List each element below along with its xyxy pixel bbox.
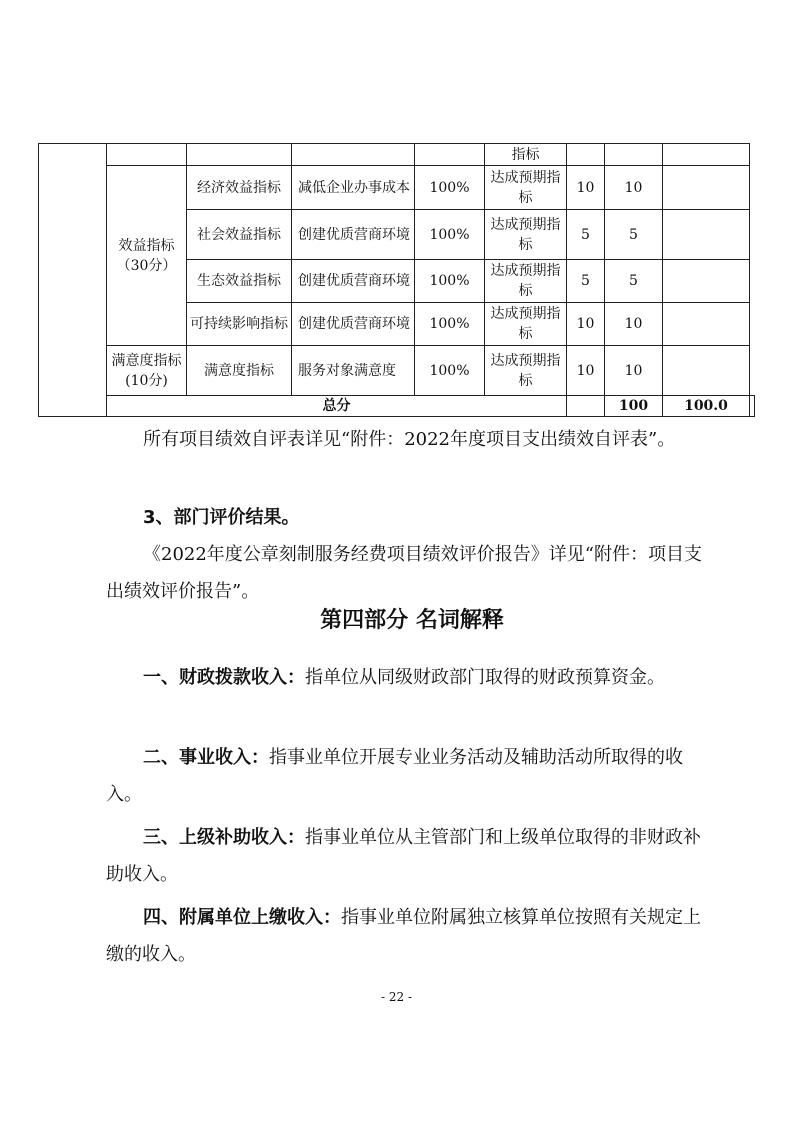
- table-cell: [292, 144, 415, 166]
- table-cell: [663, 210, 750, 260]
- table-row: [39, 166, 755, 210]
- table-cell: 社会效益指标: [187, 210, 292, 260]
- table-row: [39, 144, 755, 166]
- table-cell: 100%: [415, 210, 485, 260]
- table-cell: [39, 144, 107, 417]
- table-cell: 达成预期指标: [485, 210, 567, 260]
- table-cell: [663, 260, 750, 303]
- table-cell: 减低企业办事成本: [292, 166, 415, 210]
- total-weight: 100: [605, 396, 663, 417]
- table-cell: 达成预期指标: [485, 166, 567, 210]
- table-cell: [187, 144, 292, 166]
- table-cell: [750, 396, 755, 417]
- table-cell: 生态效益指标: [187, 260, 292, 303]
- table-cell: 经济效益指标: [187, 166, 292, 210]
- table-cell: 10: [567, 346, 605, 396]
- table-cell: 10: [567, 303, 605, 346]
- table-cell-group: 满意度指标(10分): [107, 346, 187, 396]
- table-cell: [605, 144, 663, 166]
- table-cell: 指标: [485, 144, 567, 166]
- table-cell: [663, 144, 750, 166]
- table-cell: 100%: [415, 303, 485, 346]
- table-cell: [663, 346, 750, 396]
- table-cell: 创建优质营商环境: [292, 210, 415, 260]
- section-subheading: 3、部门评价结果。: [143, 507, 300, 528]
- page-number: - 22 -: [380, 990, 412, 1004]
- table-cell: 达成预期指标: [485, 303, 567, 346]
- section-title: 第四部分 名词解释: [320, 608, 504, 633]
- table-cell: [107, 144, 187, 166]
- definition-3: 三、上级补助收入：指事业单位从主管部门和上级单位取得的非财政补助收入。: [106, 827, 701, 885]
- table-cell: [567, 396, 605, 417]
- table-cell: 达成预期指标: [485, 346, 567, 396]
- total-score: 100.0: [663, 396, 750, 417]
- table-cell: 10: [567, 166, 605, 210]
- table-cell: 创建优质营商环境: [292, 260, 415, 303]
- table-cell: 服务对象满意度: [292, 346, 415, 396]
- table-cell: 满意度指标: [187, 346, 292, 396]
- table-cell: [663, 166, 750, 210]
- table-cell: 达成预期指标: [485, 260, 567, 303]
- table-cell: [663, 303, 750, 346]
- performance-table: [38, 143, 755, 417]
- table-row-total: [39, 396, 755, 417]
- table-cell: 100%: [415, 346, 485, 396]
- table-cell: 10: [605, 346, 663, 396]
- table-cell: [415, 144, 485, 166]
- table-cell: 5: [605, 260, 663, 303]
- table-cell: 可持续影响指标: [187, 303, 292, 346]
- table-cell: 创建优质营商环境: [292, 303, 415, 346]
- total-label: 总分: [107, 396, 567, 417]
- table-cell: [567, 144, 605, 166]
- table-row: [39, 346, 755, 396]
- definition-4: 四、附属单位上缴收入：指事业单位附属独立核算单位按照有关规定上缴的收入。: [106, 907, 701, 965]
- definition-1: 一、财政拨款收入：指单位从同级财政部门取得的财政预算资金。: [143, 667, 665, 688]
- table-cell: 5: [567, 210, 605, 260]
- table-cell: 100%: [415, 260, 485, 303]
- table-cell: 5: [605, 210, 663, 260]
- table-cell: 5: [567, 260, 605, 303]
- paragraph-evaluation-report: 《2022年度公章刻制服务经费项目绩效评价报告》详见“附件：项目支出绩效评价报告”。: [106, 544, 703, 602]
- table-cell-group: 效益指标（30分）: [107, 166, 187, 346]
- table-cell: 10: [605, 166, 663, 210]
- table-cell: 100%: [415, 166, 485, 210]
- table-cell: 10: [605, 303, 663, 346]
- definition-2: 二、事业收入：指事业单位开展专业业务活动及辅助活动所取得的收入。: [106, 747, 683, 805]
- paragraph-self-eval: 所有项目绩效自评表详见“附件：2022年度项目支出绩效自评表”。: [143, 429, 676, 450]
